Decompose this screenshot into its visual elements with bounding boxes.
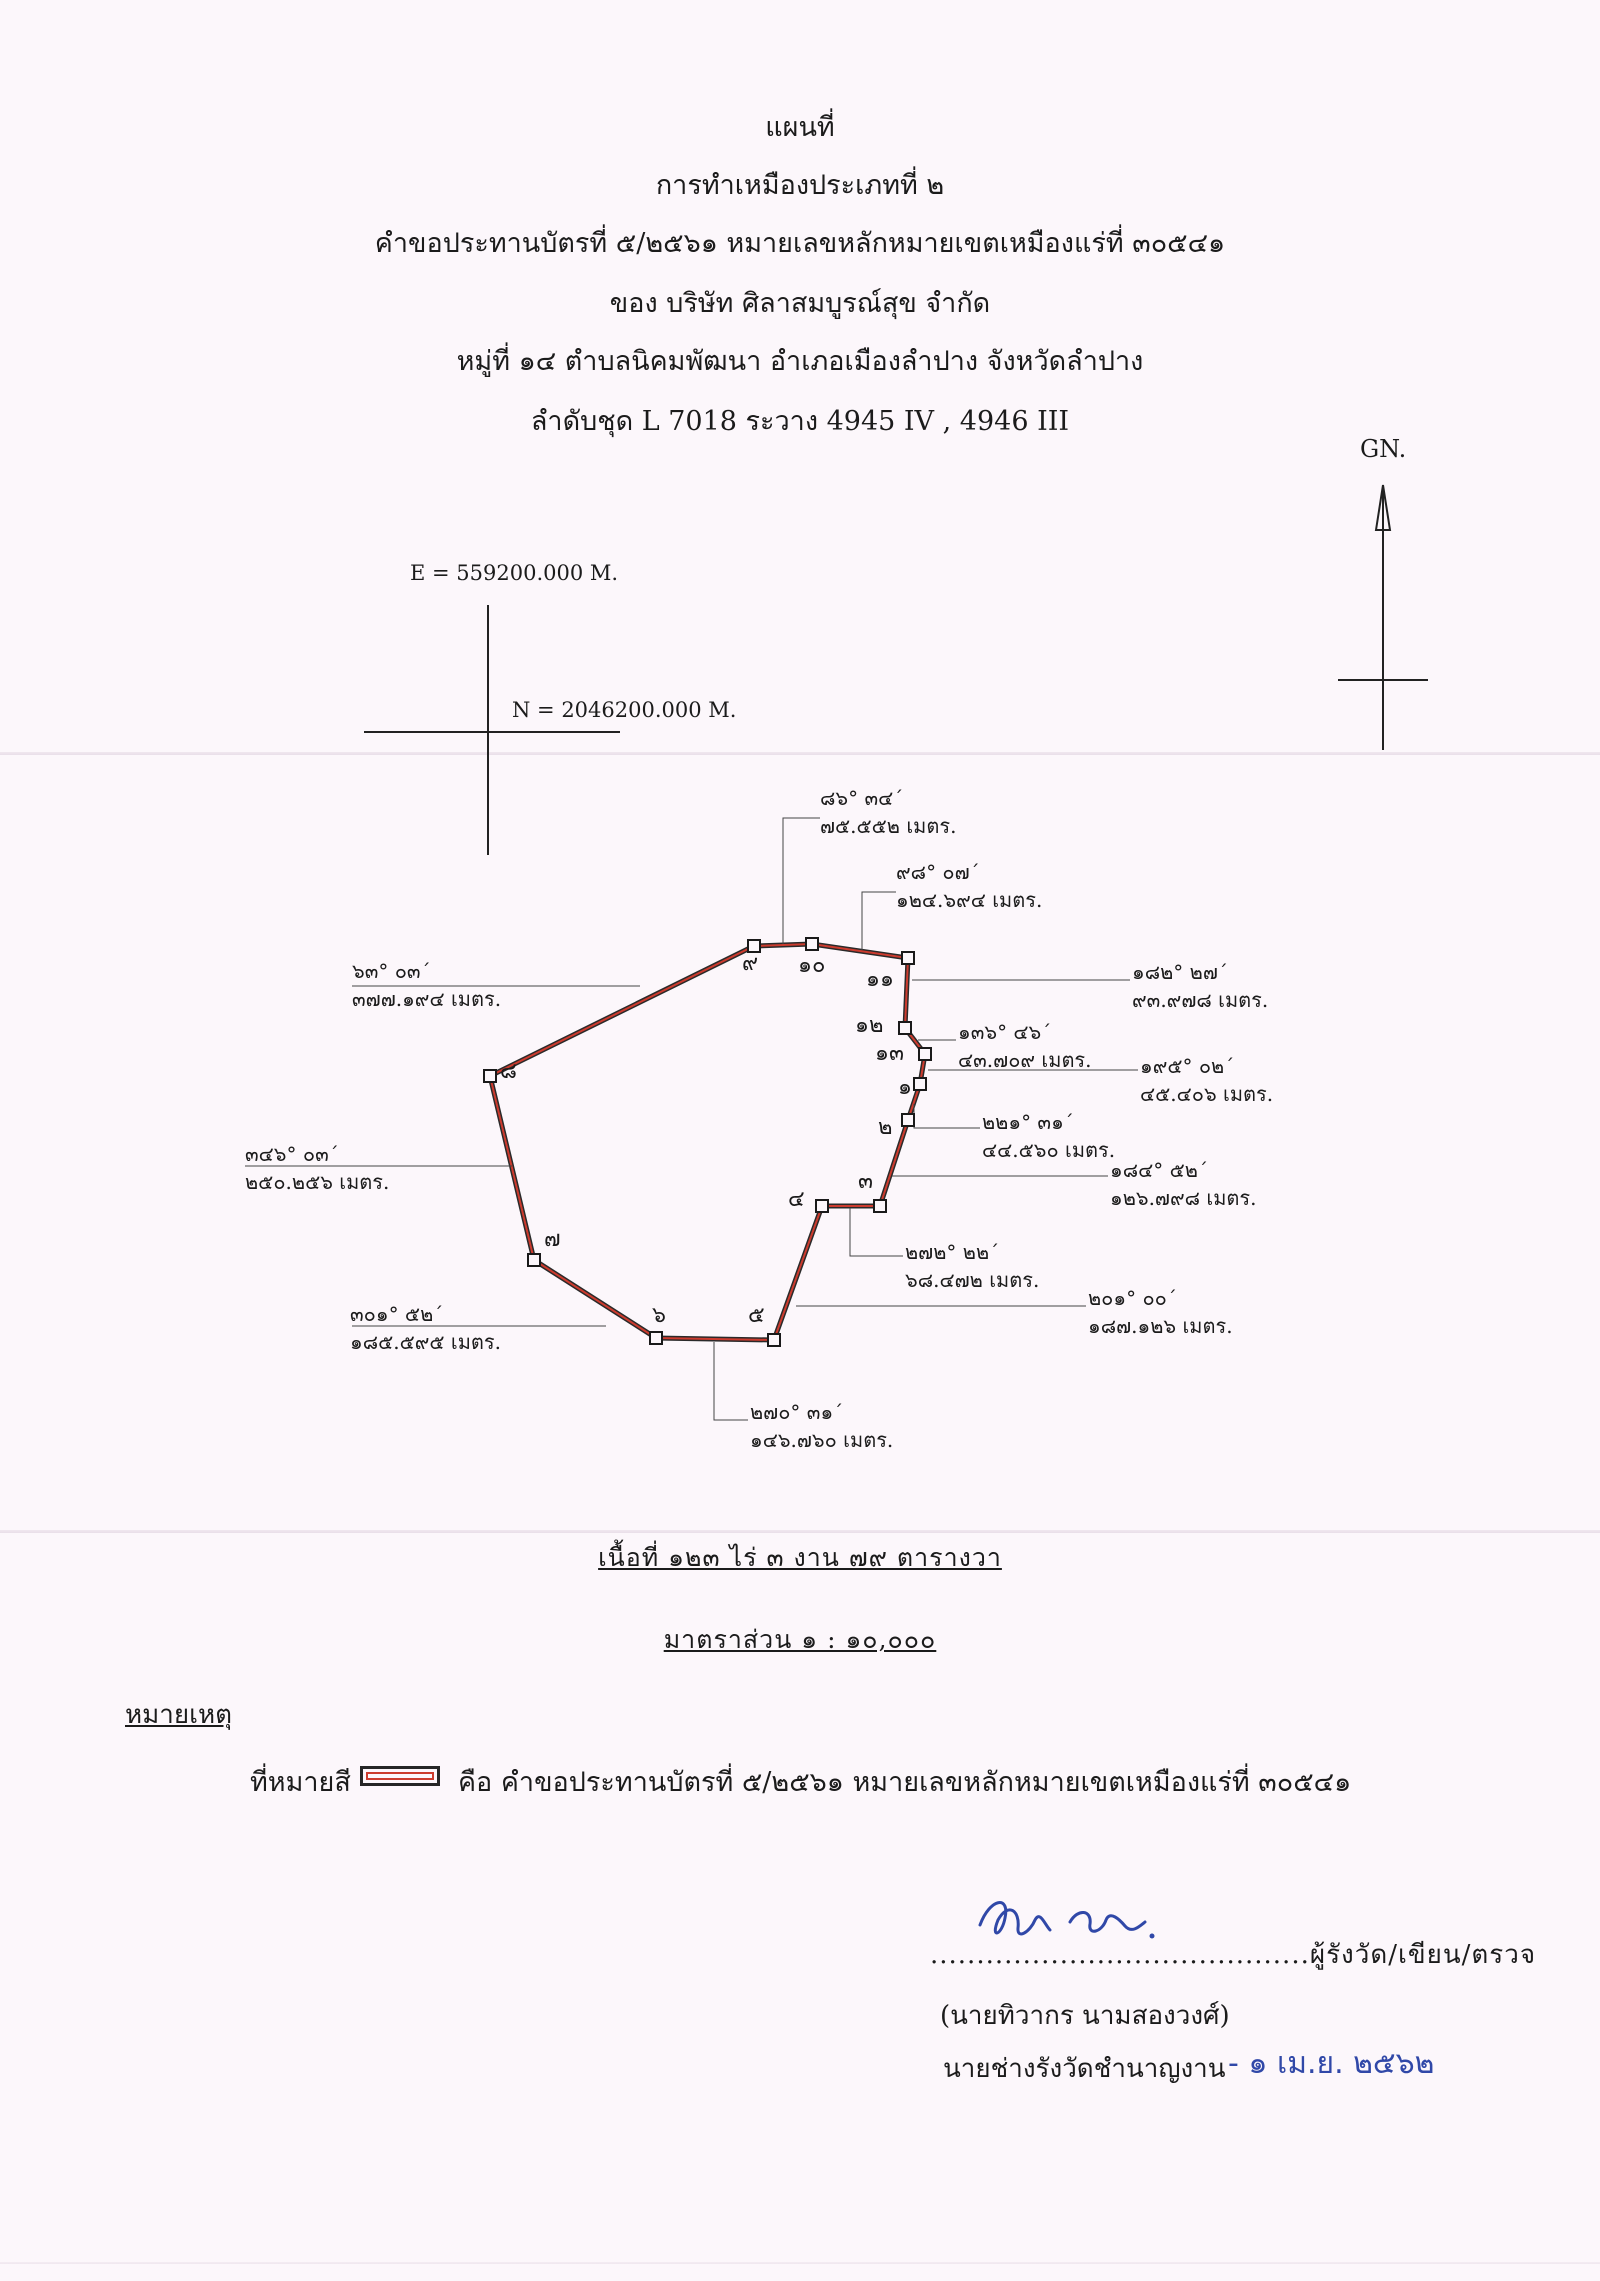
leg-label-10-11-distance: ๑๒๔.๖๙๔ เมตร. xyxy=(896,888,1043,912)
mining-type-line: การทำเหมืองประเภทที่ ๒ xyxy=(655,170,945,201)
leg-label-2-3-bearing: ๑๘๔° ๕๒´ xyxy=(1110,1158,1208,1182)
leg-label-6-7-distance: ๑๘๕.๕๙๕ เมตร. xyxy=(350,1330,502,1354)
boundary-marker-13 xyxy=(919,1048,931,1060)
boundary-point-label-12: ๑๒ xyxy=(855,1013,884,1038)
surveyor-position: นายช่างรังวัดชำนาญงาน xyxy=(943,2054,1226,2084)
boundary-point-label-3: ๓ xyxy=(858,1169,874,1194)
leg-label-10-11-bearing: ๙๘° ๐๗´ xyxy=(896,860,980,884)
boundary-point-label-9: ๙ xyxy=(742,951,759,976)
leg-label-1-2-distance: ๔๔.๕๖๐ เมตร. xyxy=(982,1138,1116,1162)
leg-label-12-13-bearing: ๑๓๖° ๔๖´ xyxy=(958,1020,1052,1044)
legend-color-swatch xyxy=(360,1766,440,1786)
leg-label-2-3-distance: ๑๒๖.๗๙๘ เมตร. xyxy=(1110,1186,1257,1210)
company-line: ของ บริษัท ศิลาสมบูรณ์สุข จำกัด xyxy=(609,288,991,319)
leader-line xyxy=(862,892,896,950)
map-sheet-line: ลำดับชุด L 7018 ระวาง 4945 IV , 4946 III xyxy=(530,406,1070,437)
leg-label-9-10-bearing: ๘๖° ๓๔´ xyxy=(820,786,904,810)
area-text: เนื้อที่ ๑๒๓ ไร่ ๓ งาน ๗๙ ตารางวา xyxy=(598,1543,1002,1572)
boundary-color-line xyxy=(490,944,925,1340)
boundary-point-label-6: ๖ xyxy=(652,1303,666,1328)
leg-label-5-6-distance: ๑๔๖.๗๖๐ เมตร. xyxy=(750,1428,894,1452)
boundary-point-label-2: ๒ xyxy=(878,1115,893,1140)
paper-fold-lower xyxy=(0,1530,1600,1533)
leader-line xyxy=(783,818,820,944)
boundary-point-label-1: ๑ xyxy=(898,1075,912,1100)
boundary-point-label-11: ๑๑ xyxy=(866,967,894,992)
northing-label: N = 2046200.000 M. xyxy=(512,698,737,722)
boundary-marker-5 xyxy=(768,1334,780,1346)
easting-label: E = 559200.000 M. xyxy=(410,561,619,585)
leg-label-11-12-bearing: ๑๘๒° ๒๗´ xyxy=(1132,960,1228,984)
boundary-marker-4 xyxy=(816,1200,828,1212)
leader-line xyxy=(714,1342,748,1420)
boundary-marker-8 xyxy=(484,1070,496,1082)
boundary-marker-2 xyxy=(902,1114,914,1126)
remarks-text: คือ คำขอประทานบัตรที่ ๕/๒๕๖๑ หมายเลขหลักหมายเขตเหมืองแร่ที่ ๓๐๕๔๑ xyxy=(458,1767,1352,1798)
boundary-marker-3 xyxy=(874,1200,886,1212)
remarks-prefix: ที่หมายสี xyxy=(250,1767,351,1798)
leg-label-13-1-bearing: ๑๙๕° ๐๒´ xyxy=(1140,1054,1235,1078)
paper-fold-bottom xyxy=(0,2262,1600,2264)
boundary-point-label-13: ๑๓ xyxy=(875,1041,905,1066)
boundary-marker-11 xyxy=(902,952,914,964)
location-line: หมู่ที่ ๑๔ ตำบลนิคมพัฒนา อำเภอเมืองลำปาง จังหวัดลำปาง xyxy=(456,346,1144,377)
application-line: คำขอประทานบัตรที่ ๕/๒๕๖๑ หมายเลขหลักหมายเขตเหมืองแร่ที่ ๓๐๕๔๑ xyxy=(374,228,1226,259)
boundary-point-label-5: ๕ xyxy=(748,1303,765,1328)
leader-line xyxy=(914,1104,980,1128)
leg-label-8-9-distance: ๓๗๗.๑๙๔ เมตร. xyxy=(352,987,502,1011)
leg-label-7-8-distance: ๒๕๐.๒๕๖ เมตร. xyxy=(245,1170,390,1194)
leg-label-9-10-distance: ๗๕.๕๕๒ เมตร. xyxy=(820,814,957,838)
leg-label-1-2-bearing: ๒๒๑° ๓๑´ xyxy=(982,1110,1074,1134)
boundary-point-label-4: ๔ xyxy=(788,1187,805,1212)
leg-label-6-7-bearing: ๓๐๑° ๕๒´ xyxy=(350,1302,444,1326)
surveyor-role: .........................................ผู้รังวัด/เขียน/ตรวจ xyxy=(930,1940,1537,1970)
north-arrow-label: GN. xyxy=(1360,435,1407,463)
leg-label-3-4-bearing: ๒๗๒° ๒๒´ xyxy=(905,1240,1000,1264)
leg-label-13-1-distance: ๔๕.๔๐๖ เมตร. xyxy=(1140,1082,1274,1106)
leg-label-4-5-bearing: ๒๐๑° ๐๐´ xyxy=(1088,1286,1177,1310)
leg-label-11-12-distance: ๙๓.๙๗๘ เมตร. xyxy=(1132,988,1269,1012)
leg-label-8-9-bearing: ๖๓° ๐๓´ xyxy=(352,959,431,983)
remarks-title: หมายเหตุ xyxy=(125,1700,233,1730)
boundary-marker-12 xyxy=(899,1022,911,1034)
leg-label-3-4-distance: ๖๘.๔๗๒ เมตร. xyxy=(905,1268,1040,1292)
leg-label-12-13-distance: ๔๓.๗๐๙ เมตร. xyxy=(958,1048,1092,1072)
boundary-marker-6 xyxy=(650,1332,662,1344)
leg-label-7-8-bearing: ๓๔๖° ๐๓´ xyxy=(245,1142,339,1166)
scale-text: มาตราส่วน ๑ : ๑๐,๐๐๐ xyxy=(663,1625,937,1654)
leg-label-5-6-bearing: ๒๗๐° ๓๑´ xyxy=(750,1400,844,1424)
boundary-point-label-7: ๗ xyxy=(544,1227,561,1252)
leg-label-4-5-distance: ๑๘๗.๑๒๖ เมตร. xyxy=(1088,1314,1233,1338)
boundary-outline xyxy=(490,944,925,1340)
boundary-point-label-10: ๑๐ xyxy=(798,953,826,978)
surveyor-name: (นายทิวากร นามสองวงศ์) xyxy=(940,2001,1230,2031)
boundary-point-label-8: ๘ xyxy=(500,1059,517,1084)
signature-date: - ๑ เม.ย. ๒๕๖๒ xyxy=(1228,2046,1435,2081)
boundary-marker-1 xyxy=(914,1078,926,1090)
leader-line xyxy=(850,1208,903,1256)
boundary-marker-7 xyxy=(528,1254,540,1266)
map-title: แผนที่ xyxy=(765,112,835,143)
boundary-marker-10 xyxy=(806,938,818,950)
